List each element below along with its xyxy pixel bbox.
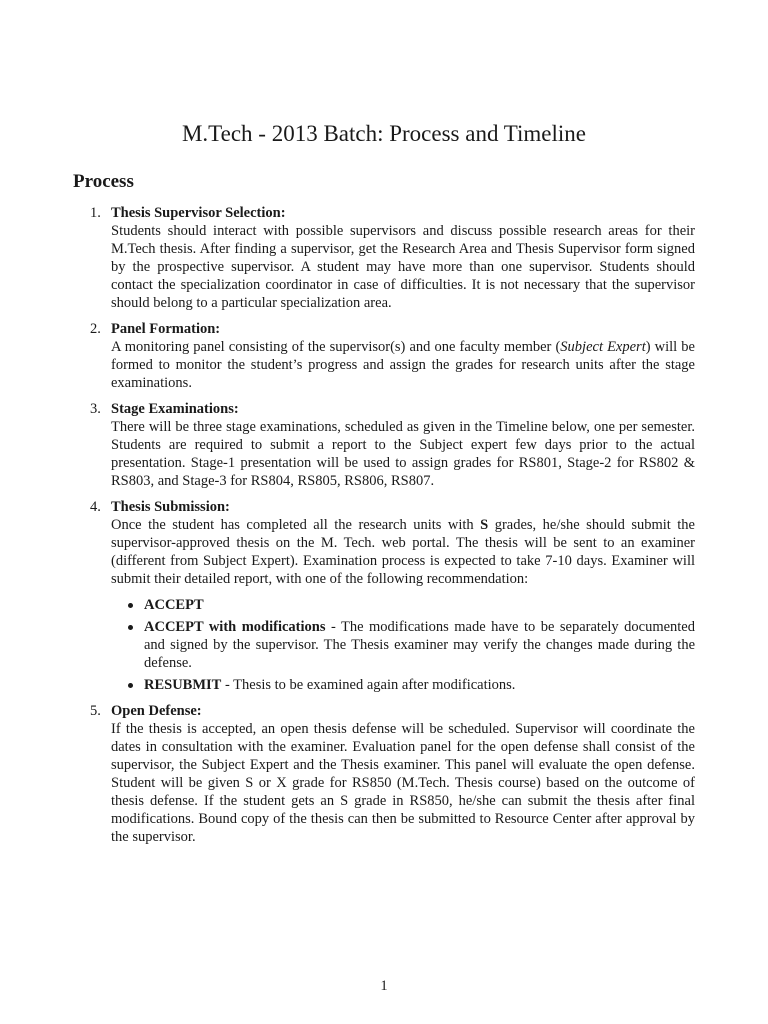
recommendation-label: ACCEPT (144, 597, 204, 613)
item-body: If the thesis is accepted, an open thesis defense will be scheduled. Supervisor will coordinate the dates in consultation with the examiner. Evaluation panel for the open defense shall consist of the supervisor, the Subject Expert and the Thesis examiner. This panel will evaluate the open defense. Student will be given S or X grade for RS850 (M.Tech. Thesis course) based on the outcome of thesis defense. If the student gets an S grade in RS850, he/she can submit the thesis after final modifications. Bound copy of the thesis can then be submitted to Resource Center after approval by the supervisor. (111, 721, 695, 845)
item-heading: Thesis Supervisor Selection: (111, 205, 286, 221)
bullet-dot-icon (128, 683, 133, 688)
recommendation-detail: - The modifications made have to be separately documented and signed by the supervisor. The Thesis examiner may verify the changes made during the defense. (144, 619, 695, 671)
item-body: There will be three stage examinations, scheduled as given in the Timeline below, one per semester. Students are required to submit a report to the Subject expert few days prior to the actual presentation. Stage-1 presentation will be used to assign grades for RS801, Stage-2 for RS802 & RS803, and Stage-3 for RS804, RS805, RS806, RS807. (111, 419, 695, 489)
item-body-text: A monitoring panel consisting of the supervisor(s) and one faculty member ( (111, 339, 561, 355)
section-title-process: Process (73, 171, 134, 192)
item-body-strong: S (480, 517, 489, 533)
item-heading: Panel Formation: (111, 321, 221, 337)
item-number: 4. (90, 499, 101, 515)
item-body (111, 338, 695, 392)
item-body-text: ) will be formed to monitor the student’s progress and assign the grades for research units after the stage examinations. (111, 339, 695, 391)
item-number: 1. (90, 205, 101, 221)
recommendation-list (111, 596, 695, 694)
recommendation-item-accept-with-modifications (111, 618, 695, 672)
page-title: M.Tech - 2013 Batch: Process and Timeline (181, 121, 587, 146)
process-item-supervisor-selection (0, 204, 768, 312)
item-body-text: Once the student has completed all the research units with (111, 517, 481, 533)
item-heading: Stage Examinations: (111, 401, 239, 417)
process-list (0, 204, 768, 854)
process-item-stage-examinations (0, 400, 768, 490)
recommendation-label: ACCEPT with modifications (144, 619, 326, 635)
bullet-dot-icon (128, 603, 133, 608)
recommendation-item-resubmit (111, 676, 695, 694)
recommendation-text (144, 618, 695, 672)
recommendation-text (144, 676, 695, 694)
recommendation-text (144, 596, 695, 614)
item-number: 2. (90, 321, 101, 337)
recommendation-label: RESUBMIT (144, 677, 222, 693)
recommendation-detail: - Thesis to be examined again after modifications. (221, 677, 516, 693)
process-item-panel-formation (0, 320, 768, 392)
item-heading: Open Defense: (111, 703, 202, 719)
item-body (111, 516, 695, 588)
recommendation-item-accept (111, 596, 695, 614)
item-body-emphasis: Subject Expert (560, 339, 646, 355)
item-body-text: grades, he/she should submit the supervisor-approved thesis on the M. Tech. web portal. The thesis will be sent to an examiner (different from Subject Expert). Examination process is expected to take 7-10 days. Examiner will submit their detailed report, with one of the following recommendation: (111, 517, 695, 587)
process-item-open-defense (0, 702, 768, 846)
item-heading: Thesis Submission: (111, 499, 230, 515)
page-number: 1 (380, 978, 388, 994)
item-body: Students should interact with possible supervisors and discuss possible research areas for their M.Tech thesis. After finding a supervisor, get the Research Area and Thesis Supervisor form signed by the prospective supervisor. A student may have more than one supervisor. Students should contact the specialization coordinator in case of difficulties. It is not necessary that the supervisor should belong to a particular specialization area. (111, 223, 695, 311)
process-item-thesis-submission (0, 498, 768, 694)
item-number: 3. (90, 401, 101, 417)
item-number: 5. (90, 703, 101, 719)
bullet-dot-icon (128, 625, 133, 630)
